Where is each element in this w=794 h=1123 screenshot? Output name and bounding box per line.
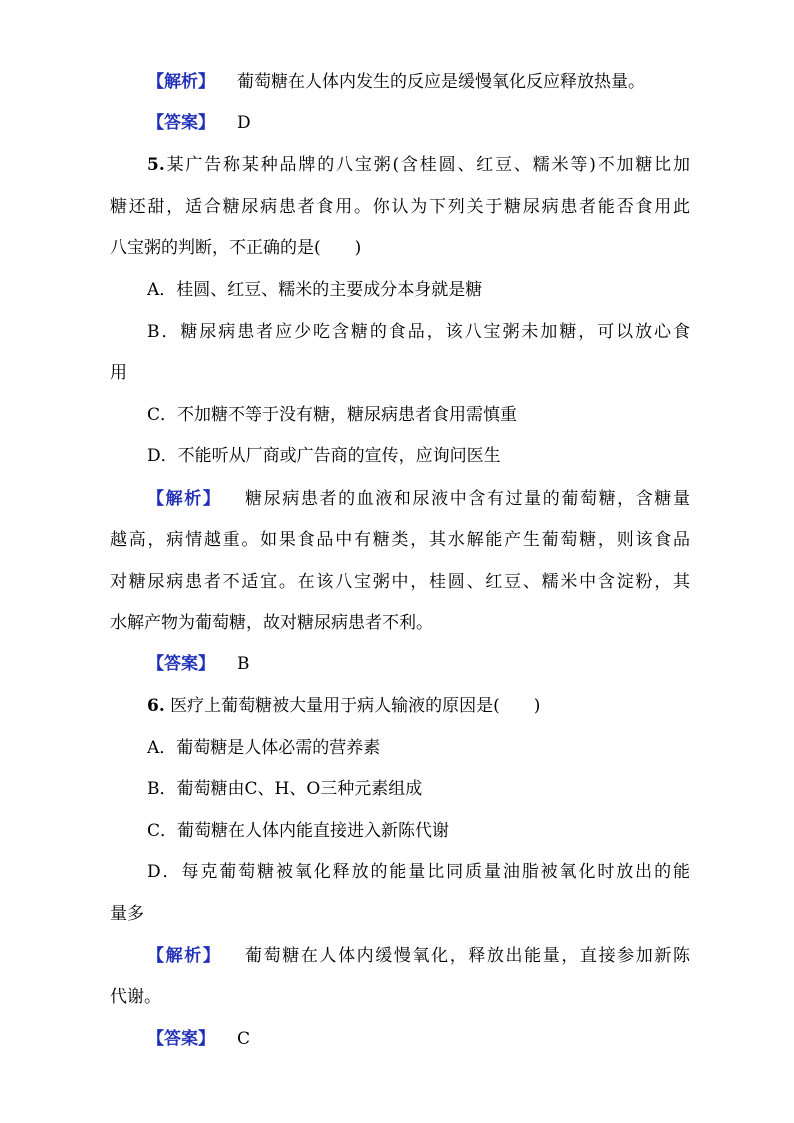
answer-value: D bbox=[237, 113, 251, 133]
analysis-label: 【解析】 bbox=[147, 489, 222, 509]
analysis-block-5 bbox=[147, 487, 690, 511]
analysis-label: 【解析】 bbox=[147, 946, 222, 966]
stem-text: 医疗上葡萄糖被大量用于病人输液的原因是( ) bbox=[170, 696, 541, 716]
analysis-text: 葡萄糖在人体内缓慢氧化，释放出能量，直接参加新陈 bbox=[243, 946, 690, 966]
option-b: B．糖尿病患者应少吃含糖的食品，该八宝粥未加糖，可以放心食 bbox=[147, 322, 690, 342]
answer-label: 【答案】 bbox=[147, 1029, 215, 1049]
question-5-stem-line-1 bbox=[147, 153, 690, 177]
answer-label: 【答案】 bbox=[147, 113, 215, 133]
analysis-6-line-2: 代谢。 bbox=[110, 987, 161, 1007]
question-6-stem bbox=[147, 694, 690, 718]
option-d: D．不能听从厂商或广告商的宣传，应询问医生 bbox=[147, 446, 501, 466]
analysis-text: 糖尿病患者的血液和尿液中含有过量的葡萄糖，含糖量 bbox=[243, 489, 690, 509]
analysis-5-line-4: 水解产物为葡萄糖，故对糖尿病患者不利。 bbox=[110, 613, 433, 633]
analysis-block-4 bbox=[147, 70, 690, 94]
analysis-5-line-2: 越高，病情越重。如果食品中有糖类，其水解能产生葡萄糖，则该食品 bbox=[110, 530, 690, 550]
question-5-stem-line-2: 糖还甜，适合糖尿病患者食用。你认为下列关于糖尿病患者能否食用此 bbox=[110, 197, 690, 217]
analysis-block-6 bbox=[147, 944, 690, 968]
analysis-text: 葡萄糖在人体内发生的反应是缓慢氧化反应释放热量。 bbox=[237, 72, 645, 92]
answer-block-6 bbox=[147, 1027, 690, 1051]
option-c: C．葡萄糖在人体内能直接进入新陈代谢 bbox=[147, 821, 450, 841]
option-a: A．桂圆、红豆、糯米的主要成分本身就是糖 bbox=[147, 280, 483, 300]
question-5-stem-line-3: 八宝粥的判断，不正确的是( ) bbox=[110, 238, 362, 258]
option-d: D．每克葡萄糖被氧化释放的能量比同质量油脂被氧化时放出的能 bbox=[147, 862, 690, 882]
answer-block-4 bbox=[147, 111, 690, 135]
option-a: A．葡萄糖是人体必需的营养素 bbox=[147, 738, 381, 758]
answer-value: C bbox=[237, 1029, 251, 1049]
option-b: B．葡萄糖由C、H、O三种元素组成 bbox=[147, 779, 423, 799]
answer-label: 【答案】 bbox=[147, 654, 215, 674]
question-number: 6. bbox=[147, 696, 165, 716]
answer-value: B bbox=[237, 654, 250, 674]
option-b-continued: 用 bbox=[110, 363, 127, 383]
analysis-5-line-3: 对糖尿病患者不适宜。在该八宝粥中，桂圆、红豆、糯米中含淀粉，其 bbox=[110, 572, 690, 592]
answer-block-5 bbox=[147, 652, 690, 676]
option-c: C．不加糖不等于没有糖，糖尿病患者食用需慎重 bbox=[147, 405, 518, 425]
stem-text: 某广告称某种品牌的八宝粥(含桂圆、红豆、糯米等)不加糖比加 bbox=[164, 155, 690, 175]
option-d-continued: 量多 bbox=[110, 904, 144, 924]
question-number: 5. bbox=[147, 155, 165, 175]
analysis-label: 【解析】 bbox=[147, 72, 215, 92]
